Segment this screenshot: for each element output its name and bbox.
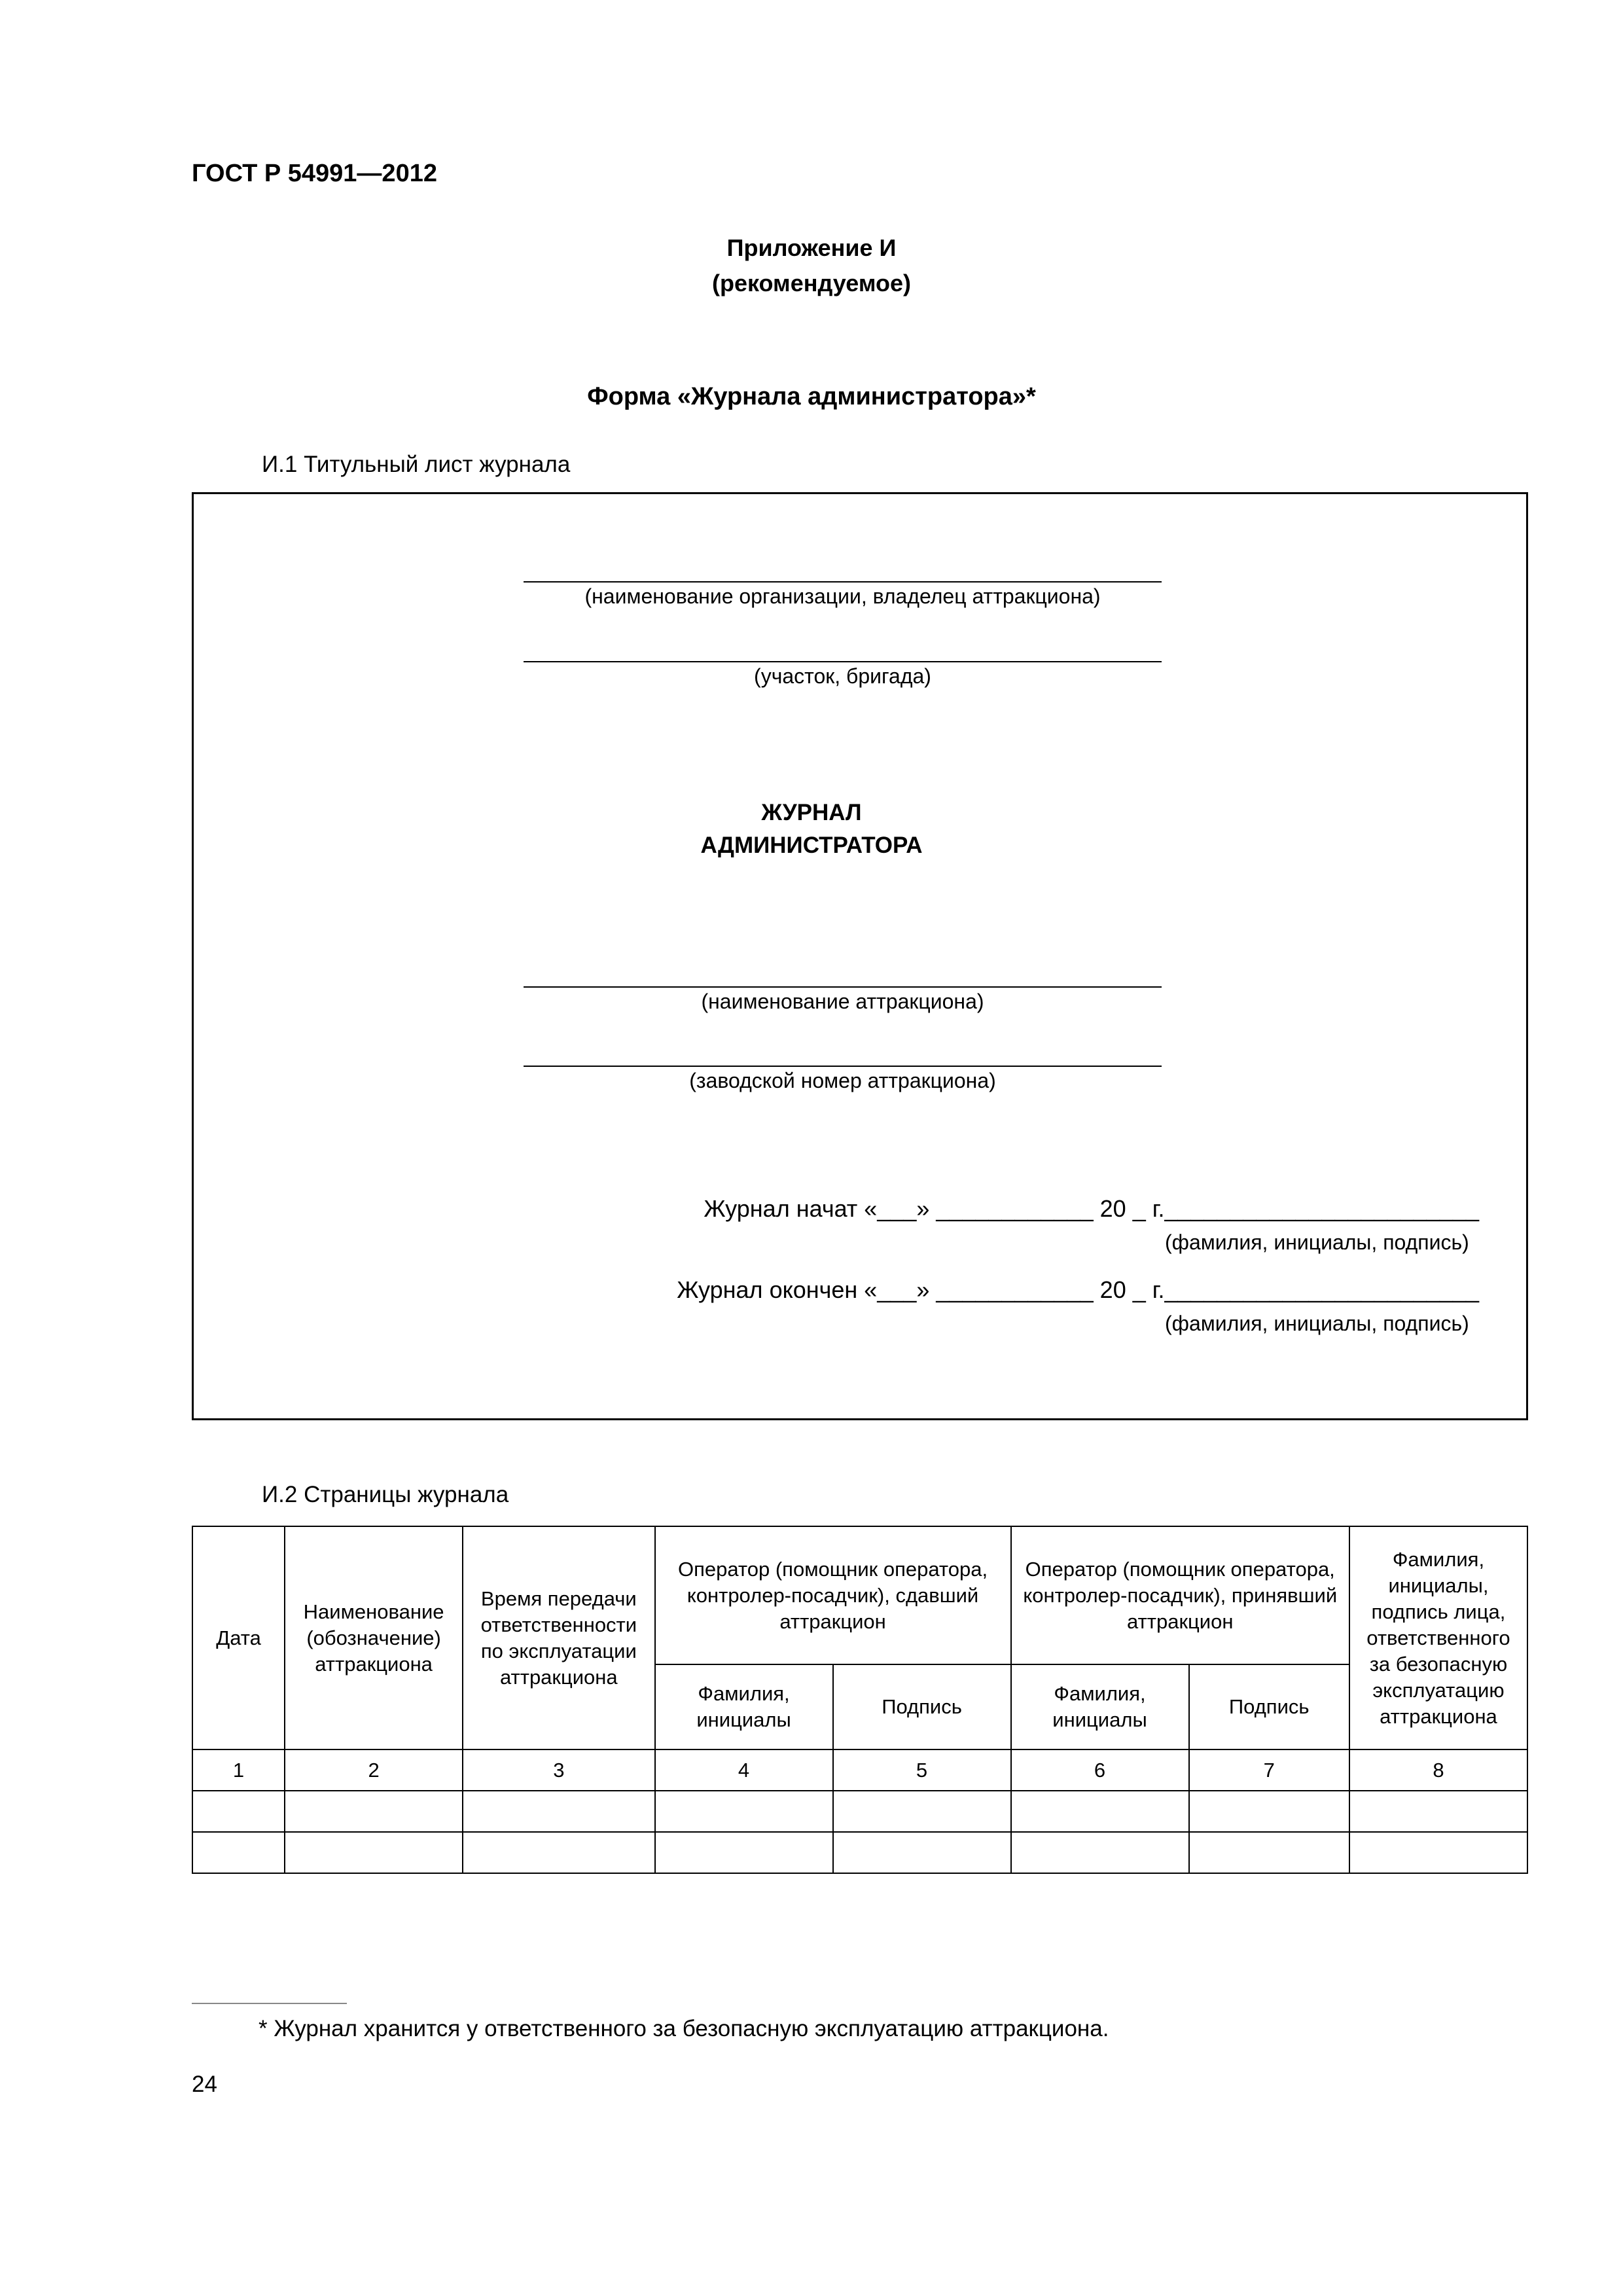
- sub-received-signature: Подпись: [1189, 1664, 1349, 1749]
- table-number-row: [192, 1749, 1527, 1791]
- table-cell[interactable]: [833, 1832, 1011, 1873]
- col-transfer-time-header: Время передачи ответственности по эксплуатации аттракциона: [463, 1526, 654, 1749]
- table-cell[interactable]: [192, 1832, 285, 1873]
- table-cell[interactable]: [1349, 1791, 1527, 1832]
- table-cell[interactable]: [463, 1791, 654, 1832]
- started-signature-caption: (фамилия, инициалы, подпись): [1165, 1230, 1469, 1254]
- journal-started-line: Журнал начат «___» ____________ 20 _ г.________________________: [704, 1195, 1479, 1222]
- table-cell[interactable]: [1349, 1832, 1527, 1873]
- finished-row: [524, 1276, 1479, 1309]
- col-number: 8: [1349, 1749, 1527, 1791]
- table-row: [192, 1832, 1527, 1873]
- table-header-row: [192, 1526, 1527, 1664]
- section-1-label: И.1 Титульный лист журнала: [262, 452, 571, 477]
- table-cell[interactable]: [1011, 1791, 1189, 1832]
- attraction-name-line: [524, 986, 1162, 988]
- org-name-line: [524, 581, 1162, 583]
- serial-number-caption: (заводской номер аттракциона): [689, 1069, 996, 1092]
- table-cell[interactable]: [833, 1791, 1011, 1832]
- col-number: 7: [1189, 1749, 1349, 1791]
- col-number: 5: [833, 1749, 1011, 1791]
- sub-received-surname: Фамилия, инициалы: [1011, 1664, 1189, 1749]
- col-responsible-header: Фамилия, инициалы, подпись лица, ответственного за безопасную эксплуатацию аттракциона: [1349, 1526, 1527, 1749]
- appendix-title: Приложение И: [726, 234, 897, 261]
- finished-signature-caption: (фамилия, инициалы, подпись): [1165, 1312, 1469, 1335]
- footnote: * Журнал хранится у ответственного за безопасную эксплуатацию аттракциона.: [259, 2016, 1109, 2041]
- table-cell[interactable]: [655, 1791, 833, 1832]
- journal-title-line-2: АДМИНИСТРАТОРА: [700, 833, 923, 858]
- section-caption: (участок, бригада): [754, 664, 931, 688]
- appendix-status: (рекомендуемое): [712, 270, 911, 296]
- attraction-name-caption: (наименование аттракциона): [701, 990, 984, 1013]
- page-number: 24: [192, 2072, 217, 2097]
- table-cell[interactable]: [285, 1832, 463, 1873]
- section-line: [524, 661, 1162, 662]
- appendix-heading: [0, 230, 1623, 301]
- table-cell[interactable]: [285, 1791, 463, 1832]
- serial-number-line: [524, 1066, 1162, 1067]
- org-name-caption: (наименование организации, владелец аттракциона): [584, 584, 1101, 608]
- col-number: 4: [655, 1749, 833, 1791]
- started-row: [524, 1195, 1479, 1228]
- col-number: 2: [285, 1749, 463, 1791]
- section-2-label: И.2 Страницы журнала: [262, 1482, 509, 1507]
- table-cell[interactable]: [655, 1832, 833, 1873]
- journal-finished-line: Журнал окончен «___» ____________ 20 _ г.________________________: [677, 1276, 1479, 1303]
- form-title: Форма «Журнала администратора»*: [587, 383, 1036, 410]
- col-operator-received-header: Оператор (помощник оператора, контролер-посадчик), принявший аттракцион: [1011, 1526, 1349, 1664]
- table-cell[interactable]: [1189, 1791, 1349, 1832]
- sub-handed-signature: Подпись: [833, 1664, 1011, 1749]
- table-cell[interactable]: [192, 1791, 285, 1832]
- col-date-header: Дата: [192, 1526, 285, 1749]
- journal-title: [0, 797, 1623, 862]
- col-operator-handed-header: Оператор (помощник оператора, контролер-посадчик), сдавший аттракцион: [655, 1526, 1011, 1664]
- journal-title-line-1: ЖУРНАЛ: [761, 800, 862, 825]
- table-cell[interactable]: [463, 1832, 654, 1873]
- document-code: ГОСТ Р 54991—2012: [192, 160, 437, 187]
- footnote-rule: [192, 2003, 347, 2004]
- col-number: 1: [192, 1749, 285, 1791]
- table-cell[interactable]: [1011, 1832, 1189, 1873]
- col-number: 3: [463, 1749, 654, 1791]
- journal-pages-table: [192, 1526, 1528, 1874]
- sub-handed-surname: Фамилия, инициалы: [655, 1664, 833, 1749]
- table-cell[interactable]: [1189, 1832, 1349, 1873]
- col-number: 6: [1011, 1749, 1189, 1791]
- table-row: [192, 1791, 1527, 1832]
- col-attraction-name-header: Наименование (обозначение) аттракциона: [285, 1526, 463, 1749]
